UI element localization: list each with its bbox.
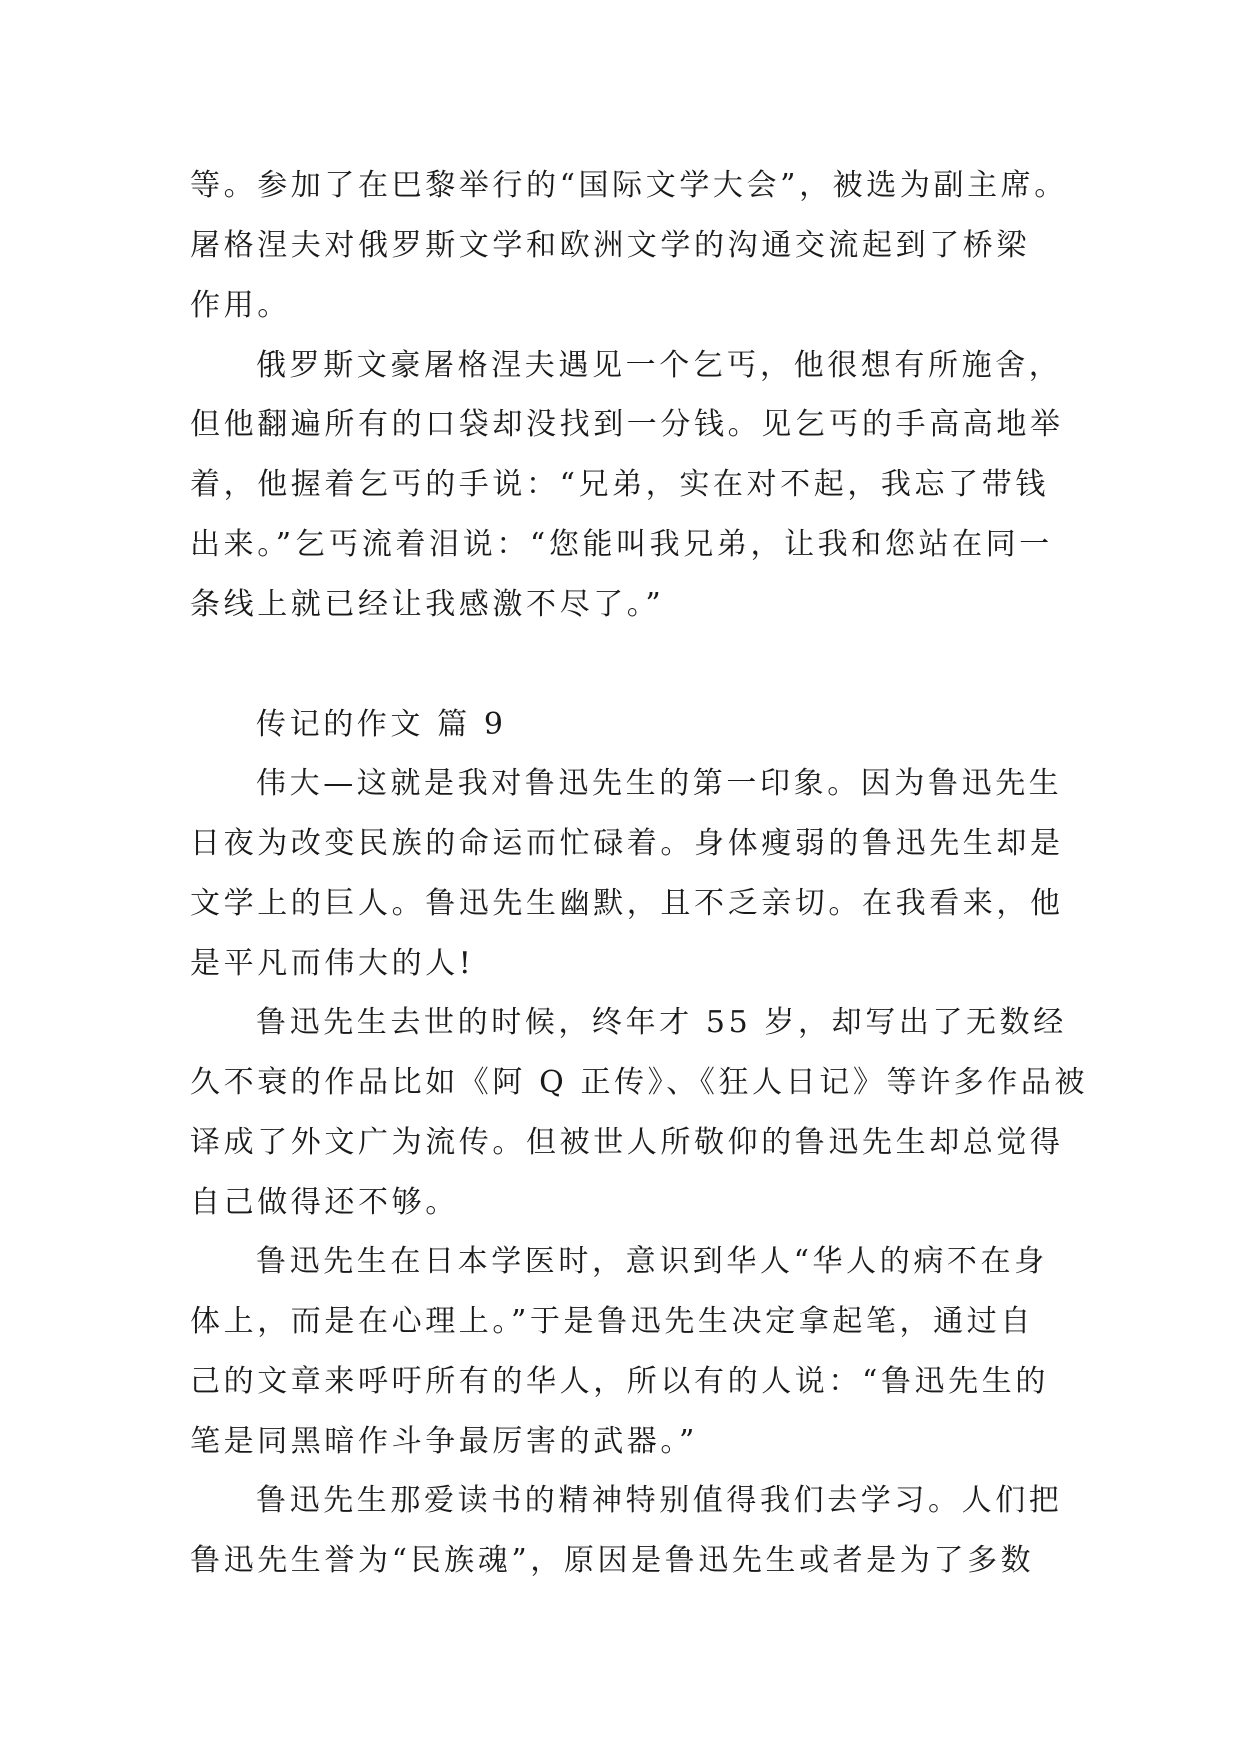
text-line: 俄罗斯文豪屠格涅夫遇见一个乞丐，他很想有所施舍， xyxy=(256,348,1063,383)
text-line: 作用。 xyxy=(190,288,291,323)
text-line: 鲁迅先生在日本学医时，意识到华人“华人的病不在身 xyxy=(256,1244,1048,1279)
text-line: 但他翻遍所有的口袋却没找到一分钱。见乞丐的手高高地举 xyxy=(190,407,1064,442)
text-line: 笔是同黑暗作斗争最厉害的武器。” xyxy=(190,1424,698,1459)
text-line: 己的文章来呼吁所有的华人，所以有的人说：“鲁迅先生的 xyxy=(190,1364,1049,1399)
text-line: 等。参加了在巴黎举行的“国际文学大会”，被选为副主席。 xyxy=(190,168,1068,203)
text-line: 鲁迅先生去世的时候，终年才 55 岁，却写出了无数经 xyxy=(256,1005,1067,1040)
text-line: 文学上的巨人。鲁迅先生幽默，且不乏亲切。在我看来，他 xyxy=(190,886,1064,921)
text-line: 出来。”乞丐流着泪说：“您能叫我兄弟，让我和您站在同一 xyxy=(190,527,1053,562)
text-line: 鲁迅先生誉为“民族魂”，原因是鲁迅先生或者是为了多数 xyxy=(190,1543,1035,1578)
text-line: 自己做得还不够。 xyxy=(190,1185,459,1220)
text-line: 条线上就已经让我感激不尽了。” xyxy=(190,587,665,622)
text-line: 日夜为改变民族的命运而忙碌着。身体瘦弱的鲁迅先生却是 xyxy=(190,826,1064,861)
text-line: 着，他握着乞丐的手说：“兄弟，实在对不起，我忘了带钱 xyxy=(190,467,1049,502)
text-line: 体上，而是在心理上。”于是鲁迅先生决定拿起笔，通过自 xyxy=(190,1304,1034,1339)
section-heading: 传记的作文 篇 9 xyxy=(256,707,507,742)
text-line: 伟大—这就是我对鲁迅先生的第一印象。因为鲁迅先生 xyxy=(256,766,1063,801)
text-line: 译成了外文广为流传。但被世人所敬仰的鲁迅先生却总觉得 xyxy=(190,1125,1064,1160)
text-line: 屠格涅夫对俄罗斯文学和欧洲文学的沟通交流起到了桥梁 xyxy=(190,228,1030,263)
text-line: 久不衰的作品比如《阿 Q 正传》、《狂人日记》等许多作品被 xyxy=(190,1065,1089,1100)
text-line: 是平凡而伟大的人! xyxy=(190,946,475,981)
text-line: 鲁迅先生那爱读书的精神特别值得我们去学习。人们把 xyxy=(256,1483,1063,1518)
